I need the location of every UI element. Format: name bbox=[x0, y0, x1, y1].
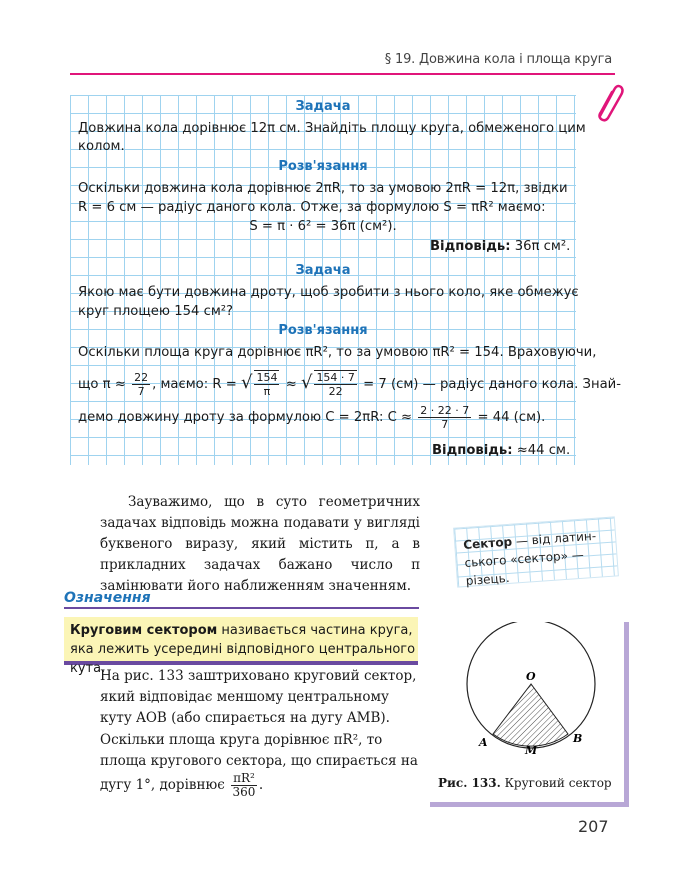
definition-body: називається частина круга, яка лежить усередині відповідного центрального кута. bbox=[70, 623, 416, 676]
task2-sol2-c: ≈ bbox=[285, 377, 297, 392]
paragraph-sector-area-end: . bbox=[258, 777, 264, 793]
task2-line2: круг площею 154 см²? bbox=[78, 304, 234, 319]
sqrt1-den: π bbox=[263, 385, 271, 398]
fraction-sector-num: πR² bbox=[233, 771, 255, 785]
task1-solution-line3: S = π · 6² = 36π (см²). bbox=[249, 219, 397, 234]
fraction-sector bbox=[231, 772, 257, 799]
figure-frame-bottom bbox=[430, 802, 629, 807]
sqrt2-den: 22 bbox=[328, 385, 343, 398]
fraction-c-den: 7 bbox=[441, 417, 449, 431]
sqrt-fraction-1 bbox=[254, 370, 279, 398]
header-rule bbox=[70, 73, 615, 75]
task2-sol3-b: = 44 (см). bbox=[477, 410, 546, 425]
label-b: B bbox=[573, 732, 583, 745]
task2-solution-line2: що π ≈ $\frac{22}{7}$ , маємо: R = √ $\frac{154}{\pi}$ ≈ √ $\frac{154 \cdot 7}{22}$ = 7 (см) — радіус даного кола. Знай- bbox=[78, 370, 621, 398]
margin-note-text bbox=[463, 526, 616, 590]
task2-sol2-a: що π ≈ bbox=[78, 377, 126, 392]
margin-note bbox=[453, 516, 619, 587]
figure-frame-right bbox=[624, 622, 629, 807]
margin-note-body: — від латин-ського «сектор» — різець. bbox=[464, 528, 597, 588]
figure-caption-number: Рис. 133. bbox=[438, 776, 501, 790]
paperclip-icon bbox=[590, 82, 624, 122]
definition-term: Круговим сектором bbox=[70, 623, 218, 638]
fraction-pi-den: 7 bbox=[137, 384, 145, 398]
task2-heading: Задача bbox=[295, 263, 351, 278]
figure-caption-text: Круговий сектор bbox=[500, 776, 612, 790]
task1-solution-line1: Оскільки довжина кола дорівнює 2πR, то за умовою 2πR = 12π, звідки bbox=[78, 181, 568, 196]
figure-caption bbox=[438, 776, 612, 790]
paragraph-figure-ref: На рис. 133 заштриховано круговий сектор, який відповідає меншому центральному куту AOB (або спирається на дугу AMB). bbox=[100, 668, 417, 726]
label-m: M bbox=[525, 744, 538, 757]
task2-answer bbox=[432, 442, 570, 460]
sqrt1-num: 154 bbox=[256, 371, 278, 384]
task2-answer-label: Відповідь: bbox=[432, 443, 513, 458]
definition-rule bbox=[64, 607, 419, 609]
task2-sol2-d: = 7 (см) — радіус даного кола. Знай- bbox=[363, 377, 621, 392]
fraction-sector-den: 360 bbox=[232, 785, 256, 799]
sqrt2-num: 154 · 7 bbox=[316, 371, 355, 384]
running-header: § 19. Довжина кола і площа круга bbox=[384, 52, 612, 67]
fraction-c bbox=[418, 404, 471, 431]
task2-solution-line3 bbox=[78, 403, 545, 433]
paragraph-sector-area bbox=[100, 730, 430, 799]
task2-answer-value: ≈44 см. bbox=[516, 443, 571, 458]
task2-solution-line1: Оскільки площа круга дорівнює πR², то за умовою πR² = 154. Враховуючи, bbox=[78, 345, 597, 360]
label-a: A bbox=[479, 736, 488, 749]
paragraph-remark: Зауважимо, що в суто геометричних задачах відповідь можна подавати у вигляді буквеного виразу, який містить π, а в прикладних задачах бажано число π замінювати його наближенням значенням. bbox=[100, 494, 420, 594]
fraction-c-num: 2 · 22 · 7 bbox=[420, 403, 470, 417]
task2-solution-heading: Розв'язання bbox=[278, 323, 368, 338]
definition-heading: Означення bbox=[64, 590, 151, 606]
circular-sector-diagram bbox=[430, 622, 622, 800]
task1-solution-heading: Розв'язання bbox=[278, 159, 368, 174]
fraction-pi bbox=[132, 371, 150, 398]
task1-answer bbox=[430, 238, 570, 256]
task2-sol3-a: демо довжину дроту за формулою C = 2πR: C ≈ bbox=[78, 410, 413, 425]
task1-answer-label: Відповідь: bbox=[430, 239, 511, 254]
fraction-pi-num: 22 bbox=[134, 370, 149, 384]
task1-line2: колом. bbox=[78, 139, 125, 154]
label-o: O bbox=[526, 670, 536, 683]
task1-line1: Довжина кола дорівнює 12π см. Знайдіть площу круга, обмеженого цим bbox=[78, 121, 586, 136]
paragraph-sector-area-text: Оскільки площа круга дорівнює πR², то площа кругового сектора, що спирається на дугу 1°, дорівнює bbox=[100, 732, 418, 793]
sqrt-fraction-2 bbox=[314, 370, 356, 398]
task1-answer-value: 36π см². bbox=[514, 239, 571, 254]
task1-solution-line2: R = 6 см — радіус даного кола. Отже, за формулою S = πR² маємо: bbox=[78, 200, 546, 215]
margin-note-term: Сектор bbox=[462, 534, 513, 553]
task1-heading: Задача bbox=[295, 99, 351, 114]
sector-shaded bbox=[493, 684, 568, 746]
task2-sol2-b: , маємо: R = bbox=[152, 377, 237, 392]
page-number: 207 bbox=[578, 817, 609, 836]
task2-line1: Якою має бути довжина дроту, щоб зробити з нього коло, яке обмежує bbox=[78, 285, 579, 300]
